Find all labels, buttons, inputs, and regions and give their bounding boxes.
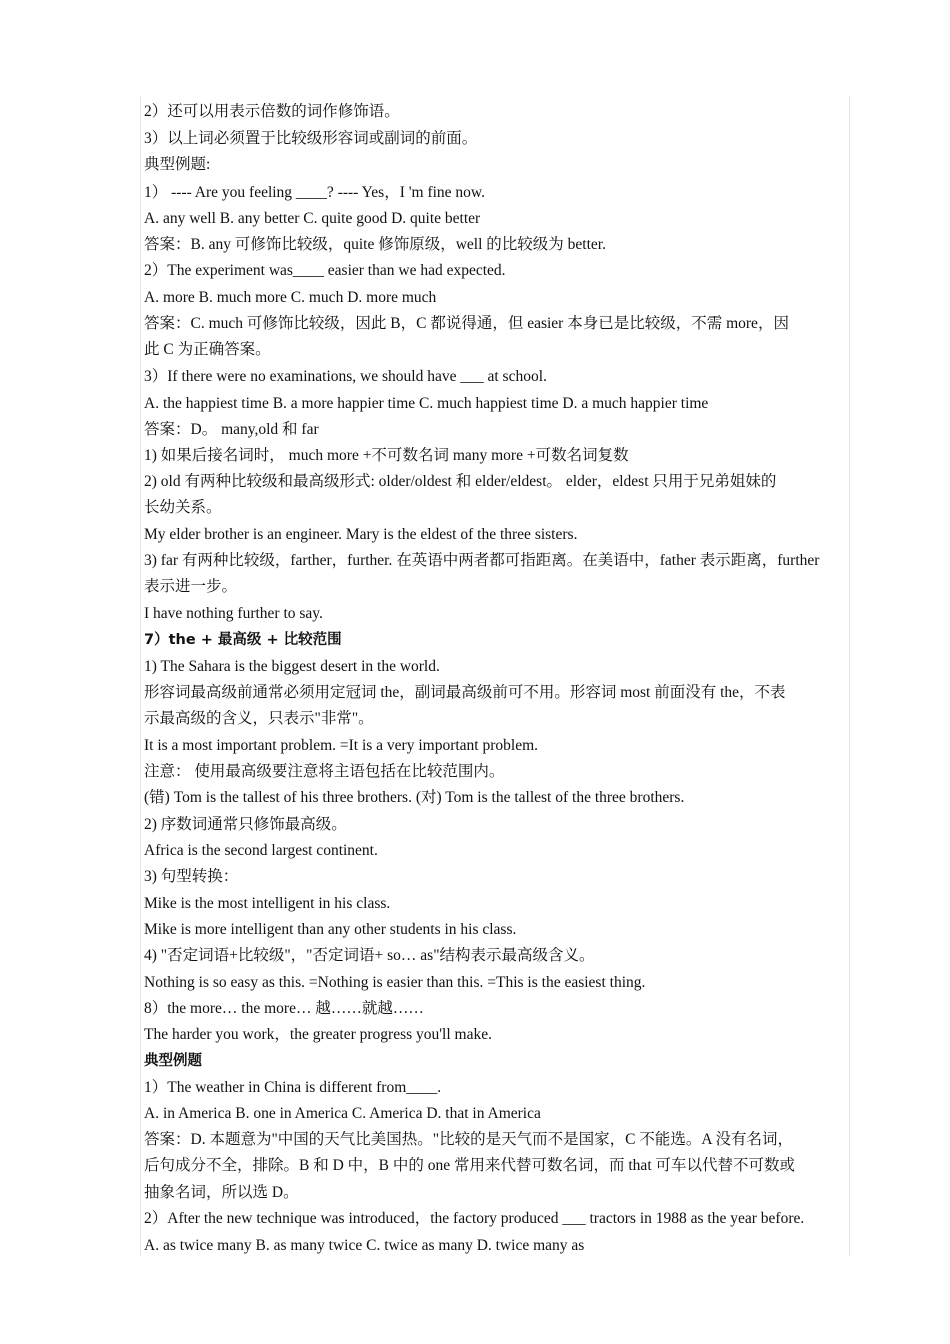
text-line: 示最高级的含义，只表示"非常"。 [144, 710, 374, 727]
text-line: 1) 如果后接名词时， much more +不可数名词 many more +可数名词复数 [144, 447, 629, 464]
example-sentence: I have nothing further to say. [144, 605, 323, 622]
answer-1: 答案：B. any 可修饰比较级，quite 修饰原级，well 的比较级为 better. [144, 236, 606, 253]
options-4: A. in America B. one in America C. America D. that in America [144, 1105, 541, 1122]
note-line: 注意： 使用最高级要注意将主语包括在比较范围内。 [144, 763, 505, 780]
text-line: 3) far 有两种比较级，farther，further. 在英语中两者都可指距离。在美语中，father 表示距离，further [144, 552, 820, 569]
example-sentence: 1) The Sahara is the biggest desert in the world. [144, 658, 440, 675]
options-2: A. more B. much more C. much D. more much [144, 289, 437, 306]
example-sentence: Mike is the most intelligent in his class. [144, 895, 391, 912]
section-heading-7: 7）the + 最高级 + 比较范围 [144, 632, 342, 648]
question-1: 1） ---- Are you feeling ____? ---- Yes，I 'm fine now. [144, 184, 485, 201]
example-sentence: (错) Tom is the tallest of his three brothers. (对) Tom is the tallest of the three brothers. [144, 789, 685, 806]
text-line: 3）以上词必须置于比较级形容词或副词的前面。 [144, 130, 478, 147]
answer-3: 答案：D。 many,old 和 far [144, 421, 319, 438]
question-5: 2）After the new technique was introduced，the factory produced ___ tractors in 1988 as the year before. [144, 1210, 805, 1227]
example-sentence: Africa is the second largest continent. [144, 842, 378, 859]
section-heading-8: 8）the more… the more… 越……就越…… [144, 1000, 424, 1017]
answer-4-cont: 抽象名词，所以选 D。 [144, 1184, 299, 1201]
text-line: 表示进一步。 [144, 578, 238, 595]
example-sentence: It is a most important problem. =It is a very important problem. [144, 737, 539, 754]
answer-2-cont: 此 C 为正确答案。 [144, 341, 271, 358]
options-3: A. the happiest time B. a more happier time C. much happiest time D. a much happier time [144, 395, 709, 412]
question-4: 1）The weather in China is different from____. [144, 1079, 442, 1096]
heading-examples-2: 典型例题 [144, 1053, 202, 1069]
heading-examples: 典型例题: [144, 156, 211, 173]
text-line: 2) 序数词通常只修饰最高级。 [144, 816, 347, 833]
answer-2: 答案：C. much 可修饰比较级，因此 B，C 都说得通，但 easier 本身已是比较级，不需 more，因 [144, 315, 789, 332]
question-3: 3）If there were no examinations, we should have ___ at school. [144, 368, 547, 385]
text-line: 形容词最高级前通常必须用定冠词 the，副词最高级前可不用。形容词 most 前面没有 the，不表 [144, 684, 786, 701]
answer-4-cont: 后句成分不全，排除。B 和 D 中，B 中的 one 常用来代替可数名词，而 that 可车以代替不可数或 [144, 1157, 795, 1174]
text-line: 长幼关系。 [144, 499, 222, 516]
text-line: 4) "否定词语+比较级"，"否定词语+ so… as"结构表示最高级含义。 [144, 947, 595, 964]
page-margin-line-left [140, 96, 141, 1256]
example-sentence: Mike is more intelligent than any other students in his class. [144, 921, 517, 938]
question-2: 2）The experiment was____ easier than we had expected. [144, 262, 506, 279]
answer-4: 答案：D. 本题意为"中国的天气比美国热。"比较的是天气而不是国家，C 不能选。A 没有名词， [144, 1131, 794, 1148]
options-5: A. as twice many B. as many twice C. twice as many D. twice many as [144, 1237, 585, 1254]
text-line: 2）还可以用表示倍数的词作修饰语。 [144, 103, 400, 120]
options-1: A. any well B. any better C. quite good D. quite better [144, 210, 481, 227]
example-sentence: My elder brother is an engineer. Mary is the eldest of the three sisters. [144, 526, 578, 543]
example-sentence: Nothing is so easy as this. =Nothing is easier than this. =This is the easiest thing. [144, 974, 646, 991]
text-line: 3) 句型转换： [144, 868, 239, 885]
example-sentence: The harder you work，the greater progress you'll make. [144, 1026, 492, 1043]
text-line: 2) old 有两种比较级和最高级形式: older/oldest 和 elder/eldest。 elder，eldest 只用于兄弟姐妹的 [144, 473, 777, 490]
